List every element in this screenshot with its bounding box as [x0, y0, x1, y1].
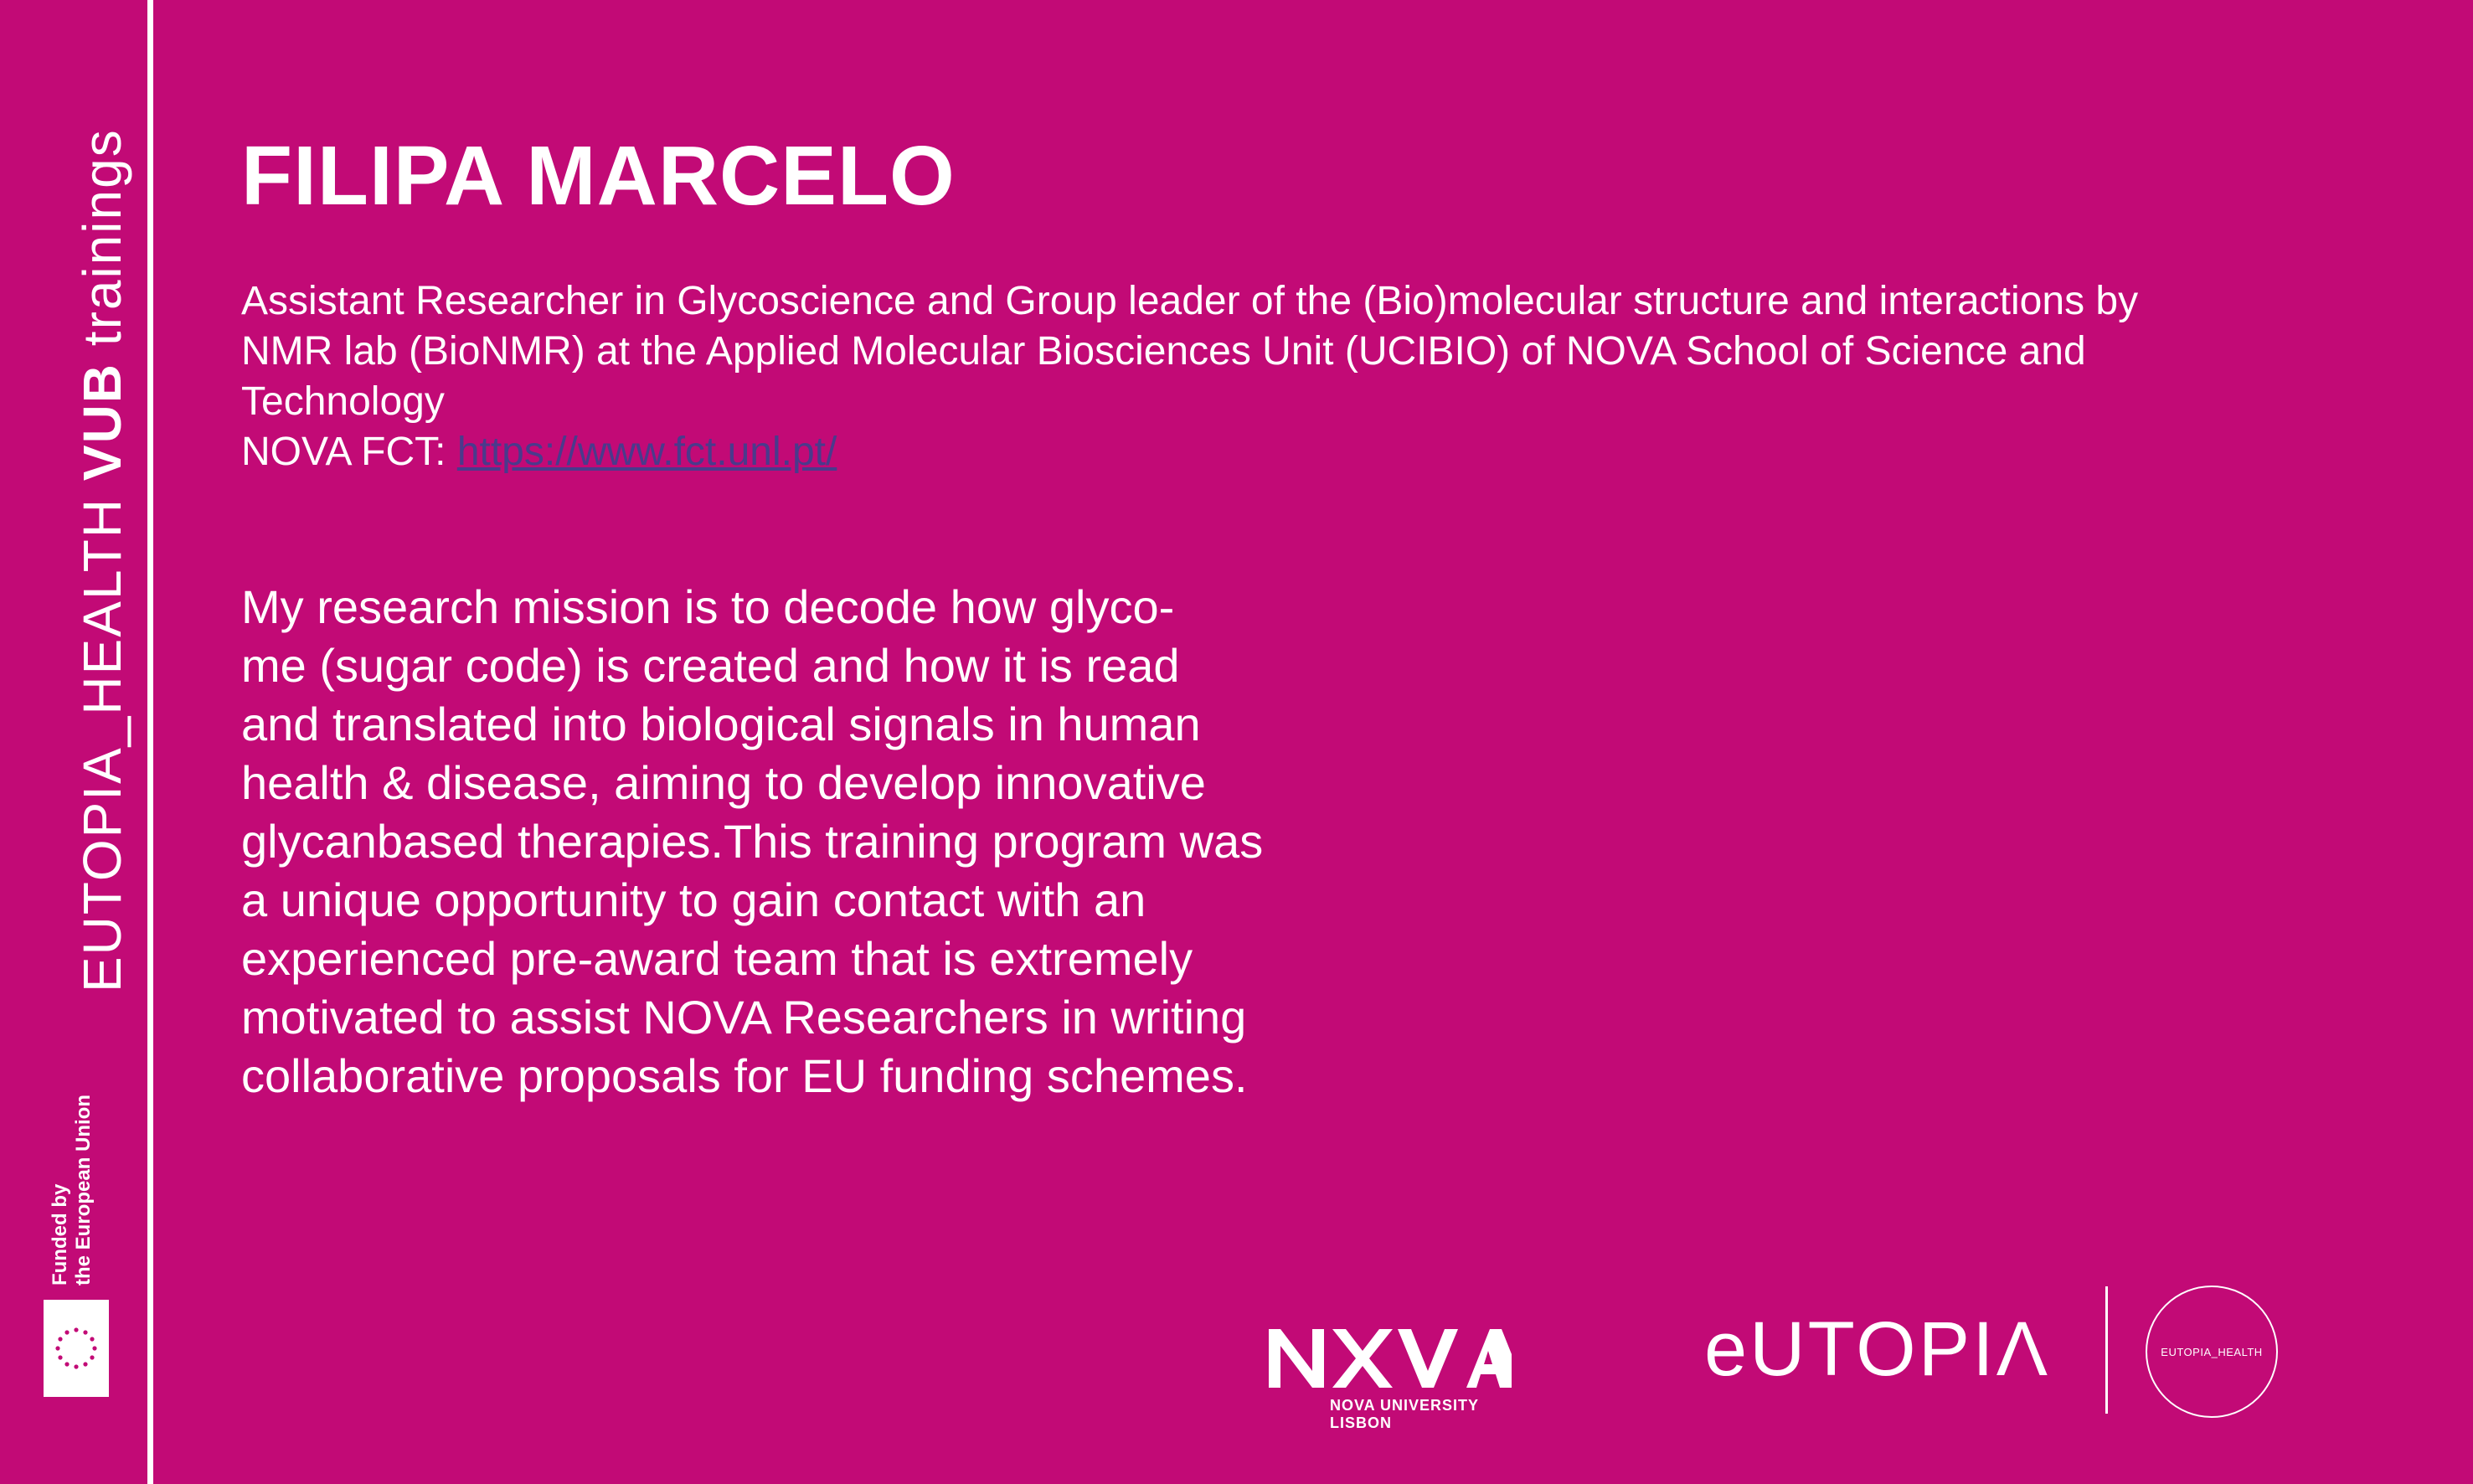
- mission-statement: [241, 578, 1514, 1105]
- sidebar-title-bold: VUB: [72, 362, 132, 482]
- mission-line: me (sugar code) is created and how it is read: [241, 639, 1180, 692]
- eu-flag-icon: [44, 1300, 109, 1397]
- funded-line-1: Funded by: [49, 1183, 71, 1286]
- person-name: FILIPA MARCELO: [241, 129, 956, 223]
- affiliation-label: NOVA FCT:: [241, 430, 457, 474]
- funded-by-eu-label: [49, 1095, 95, 1286]
- logo-separator: [2105, 1286, 2108, 1414]
- mission-line: collaborative proposals for EU funding schemes.: [241, 1049, 1248, 1102]
- sidebar-title-suffix: trainings: [72, 128, 132, 363]
- nova-sub-line-1: NOVA UNIVERSITY: [1330, 1397, 1480, 1414]
- eutopia-logo: eUTOPIΛ: [1704, 1306, 2051, 1392]
- funded-line-2: the European Union: [71, 1095, 95, 1286]
- affiliation-line: [241, 427, 2234, 477]
- mission-line: My research mission is to decode how glyco-: [241, 580, 1175, 633]
- mission-line: glycanbased therapies.This training program was: [241, 815, 1264, 868]
- mission-line: health & disease, aiming to develop innovative: [241, 756, 1206, 809]
- eutopia-health-badge: [2146, 1286, 2278, 1418]
- eutopia-badge-label: EUTOPIA_HEALTH: [2161, 1345, 2263, 1358]
- affiliation-link[interactable]: https://www.fct.unl.pt/: [456, 430, 837, 474]
- nova-university-label: [1330, 1397, 1479, 1432]
- person-role: Assistant Researcher in Glycoscience and Group leader of the (Bio)molecular structure and interactions by NMR lab (BioNMR) at the Applied Molecular Biosciences Unit (UCIBIO) of NOVA School of Science and Technology: [241, 279, 2139, 424]
- person-role-block: [241, 276, 2234, 477]
- nova-sub-line-2: LISBON: [1330, 1414, 1393, 1431]
- mission-line: experienced pre-award team that is extremely: [241, 932, 1193, 985]
- sidebar-divider: [147, 0, 153, 1484]
- mission-line: motivated to assist NOVA Researchers in writing: [241, 991, 1247, 1043]
- mission-line: and translated into biological signals in human: [241, 698, 1201, 750]
- sidebar: [0, 0, 147, 1484]
- sidebar-title: [72, 128, 132, 992]
- sidebar-title-light: EUTOPIA_HEALTH: [72, 481, 132, 992]
- mission-line: a unique opportunity to gain contact with an: [241, 873, 1146, 926]
